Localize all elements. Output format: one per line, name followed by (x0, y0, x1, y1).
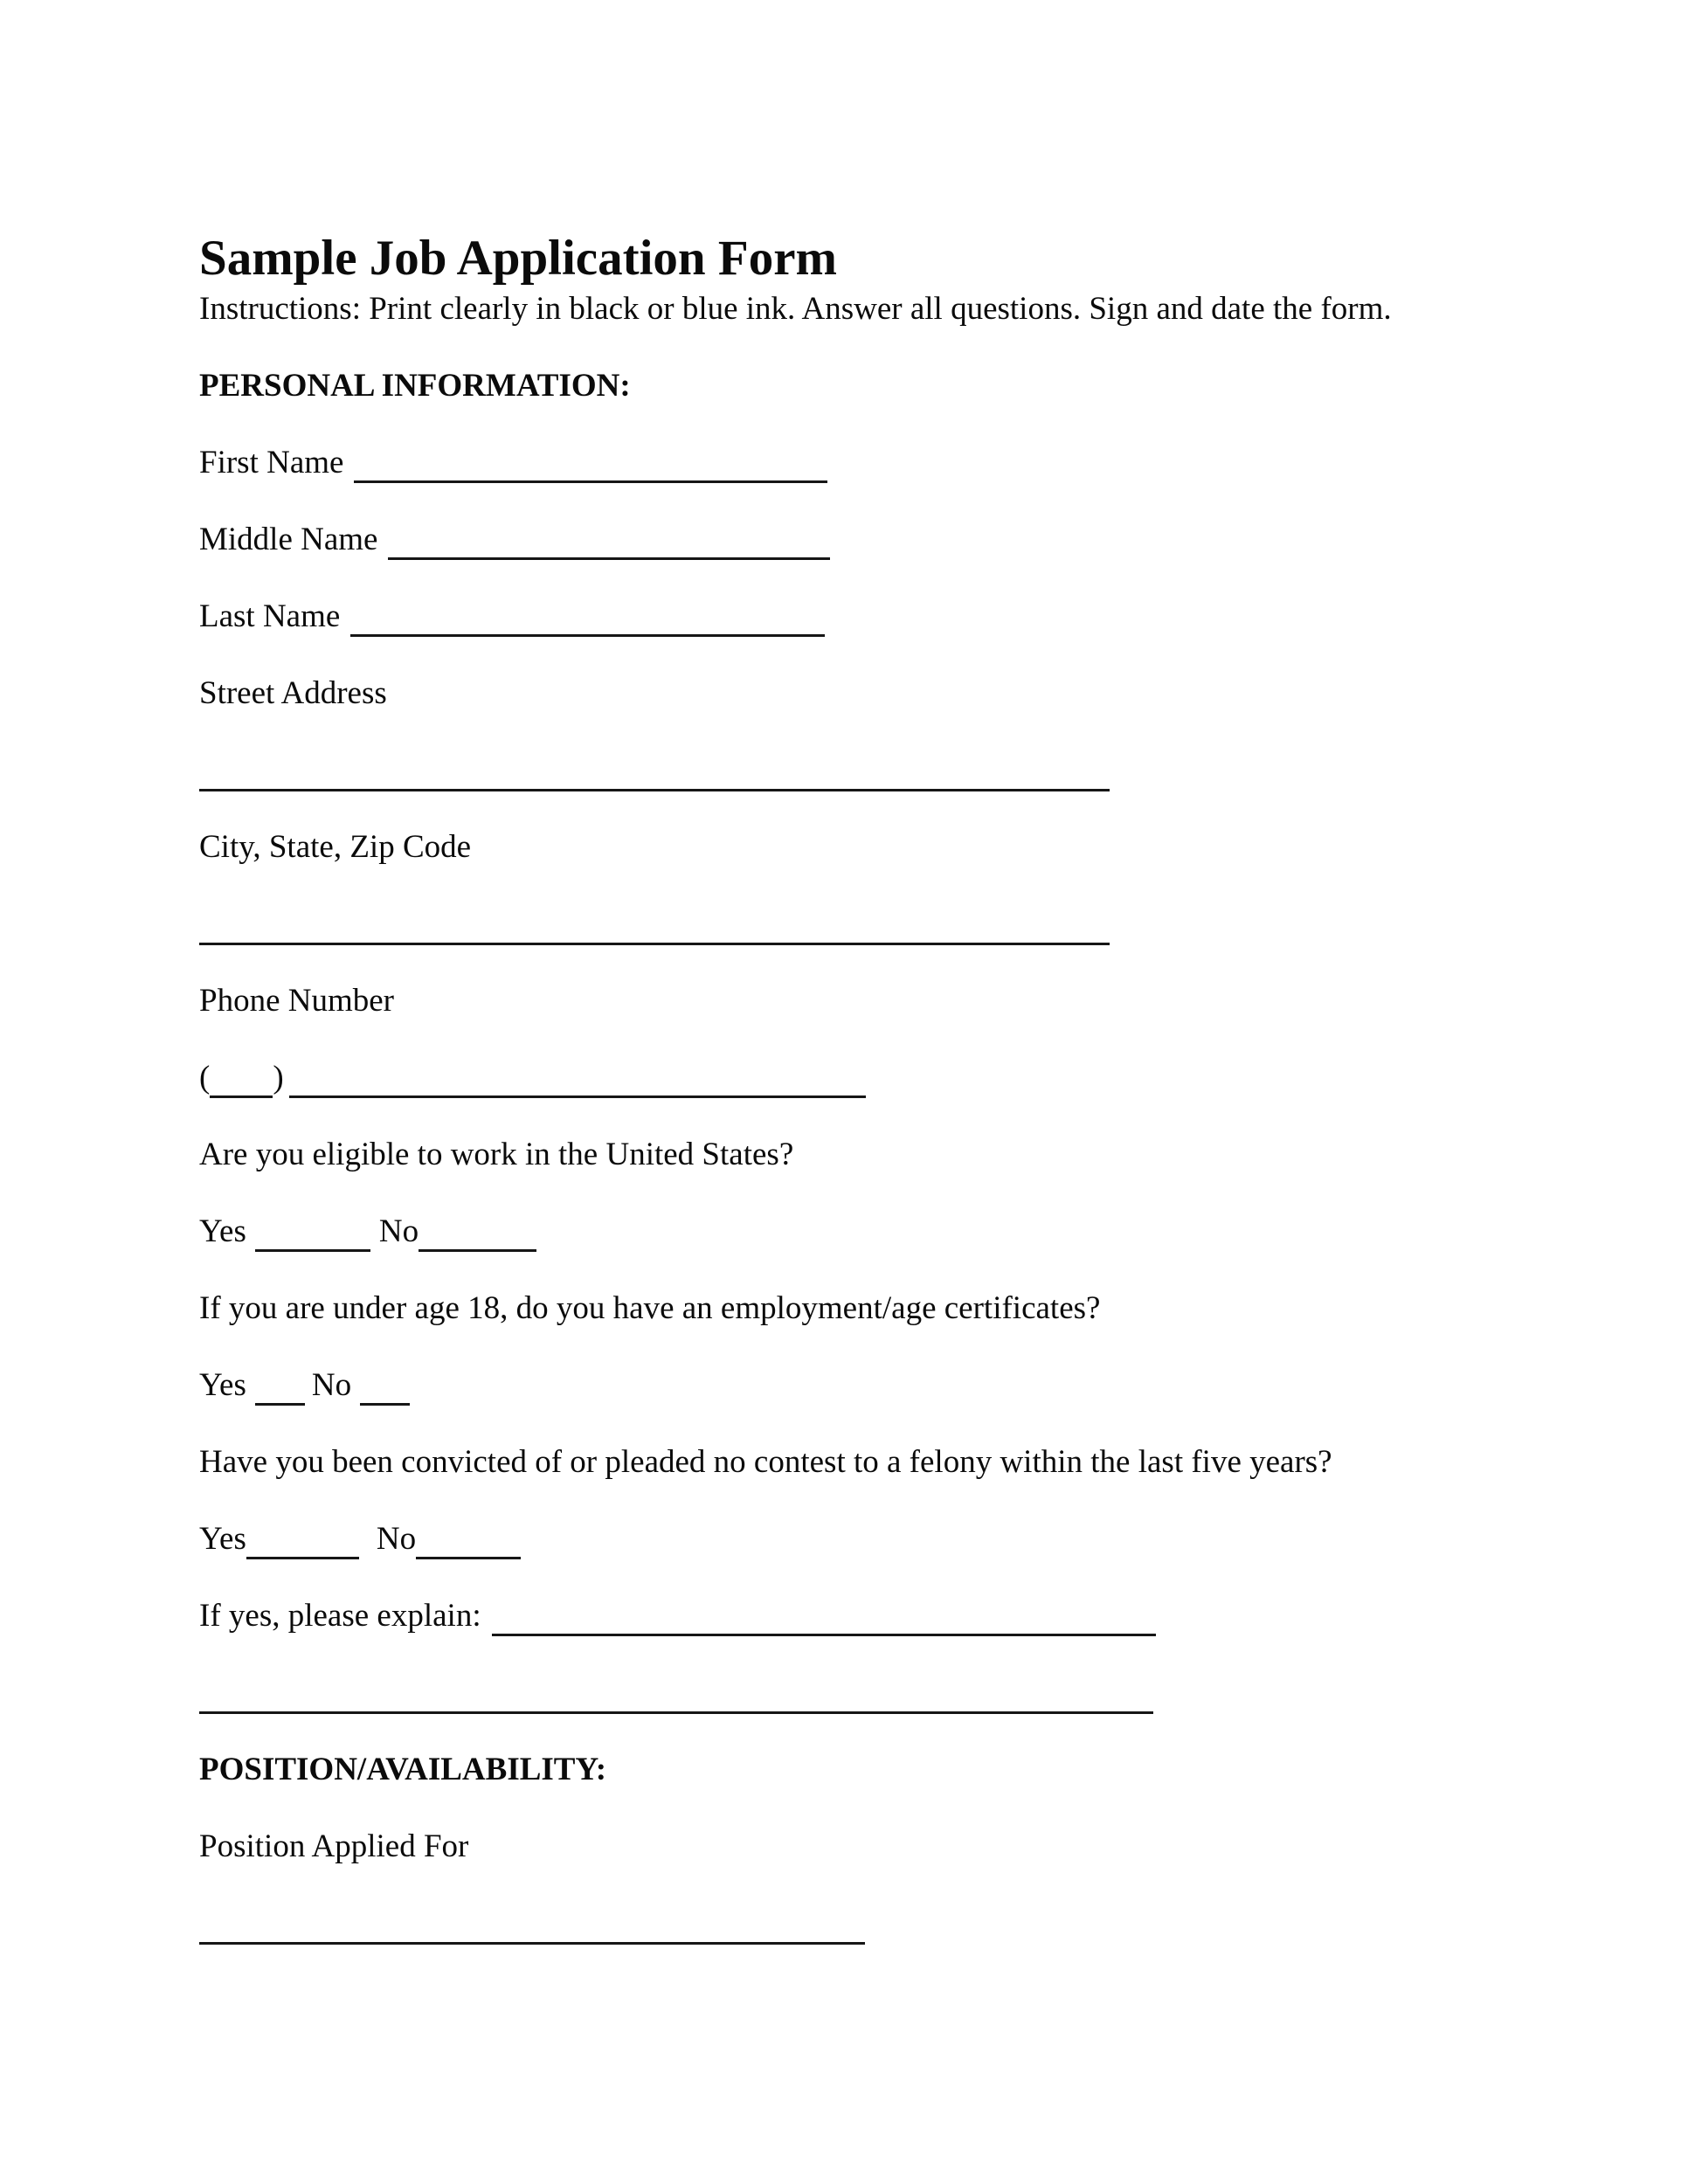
age-cert-yes-blank-line[interactable] (255, 1403, 305, 1406)
eligible-question: Are you eligible to work in the United States? (199, 1137, 794, 1172)
age-cert-no-label: No (311, 1367, 352, 1403)
felony-yes-no-row (199, 1523, 521, 1559)
explain-label: If yes, please explain: (199, 1598, 481, 1634)
street-address-blank-line[interactable] (199, 789, 1110, 791)
city-state-zip-blank-line[interactable] (199, 943, 1110, 945)
eligible-no-blank-line[interactable] (419, 1249, 536, 1252)
age-cert-yes-label: Yes (199, 1367, 246, 1403)
phone-number-blank-line[interactable] (289, 1095, 866, 1098)
phone-number-label: Phone Number (199, 983, 394, 1019)
instructions-text: Instructions: Print clearly in black or blue ink. Answer all questions. Sign and date the form. (199, 291, 1392, 327)
position-applied-label: Position Applied For (199, 1828, 469, 1864)
street-address-label: Street Address (199, 675, 387, 711)
felony-yes-label: Yes (199, 1521, 246, 1557)
position-applied-blank-line[interactable] (199, 1942, 865, 1945)
eligible-no-label: No (378, 1213, 419, 1249)
age-cert-question: If you are under age 18, do you have an employment/age certificates? (199, 1290, 1101, 1326)
position-availability-heading: POSITION/AVAILABILITY: (199, 1752, 607, 1787)
page-title: Sample Job Application Form (199, 231, 837, 287)
eligible-yes-no-row (199, 1215, 536, 1252)
phone-number-entry (199, 1061, 866, 1098)
first-name-label: First Name (199, 445, 344, 480)
middle-name-label: Middle Name (199, 522, 378, 557)
field-explain (199, 1600, 1156, 1636)
felony-yes-blank-line[interactable] (246, 1557, 359, 1559)
felony-no-blank-line[interactable] (416, 1557, 521, 1559)
city-state-zip-label: City, State, Zip Code (199, 829, 472, 865)
phone-open-paren: ( (199, 1060, 211, 1095)
age-cert-yes-no-row (199, 1369, 410, 1406)
explain-blank-line-2[interactable] (199, 1711, 1153, 1714)
field-street-address (199, 677, 387, 709)
phone-area-code-blank-line[interactable] (210, 1095, 273, 1098)
field-position-applied (199, 1830, 468, 1863)
field-middle-name (199, 523, 830, 560)
felony-no-label: No (376, 1521, 417, 1557)
field-city-state-zip (199, 831, 471, 863)
field-first-name (199, 446, 827, 483)
personal-information-heading: PERSONAL INFORMATION: (199, 368, 631, 404)
felony-question: Have you been convicted of or pleaded no contest to a felony within the last five years? (199, 1444, 1332, 1480)
field-last-name (199, 600, 825, 637)
last-name-label: Last Name (199, 598, 341, 634)
explain-blank-line[interactable] (492, 1634, 1156, 1636)
middle-name-blank-line[interactable] (388, 557, 830, 560)
age-cert-no-blank-line[interactable] (360, 1403, 410, 1406)
eligible-yes-blank-line[interactable] (255, 1249, 370, 1252)
eligible-yes-label: Yes (199, 1213, 246, 1249)
field-phone-number (199, 985, 394, 1017)
first-name-blank-line[interactable] (354, 480, 827, 483)
phone-close-paren: ) (273, 1060, 284, 1095)
last-name-blank-line[interactable] (350, 634, 825, 637)
